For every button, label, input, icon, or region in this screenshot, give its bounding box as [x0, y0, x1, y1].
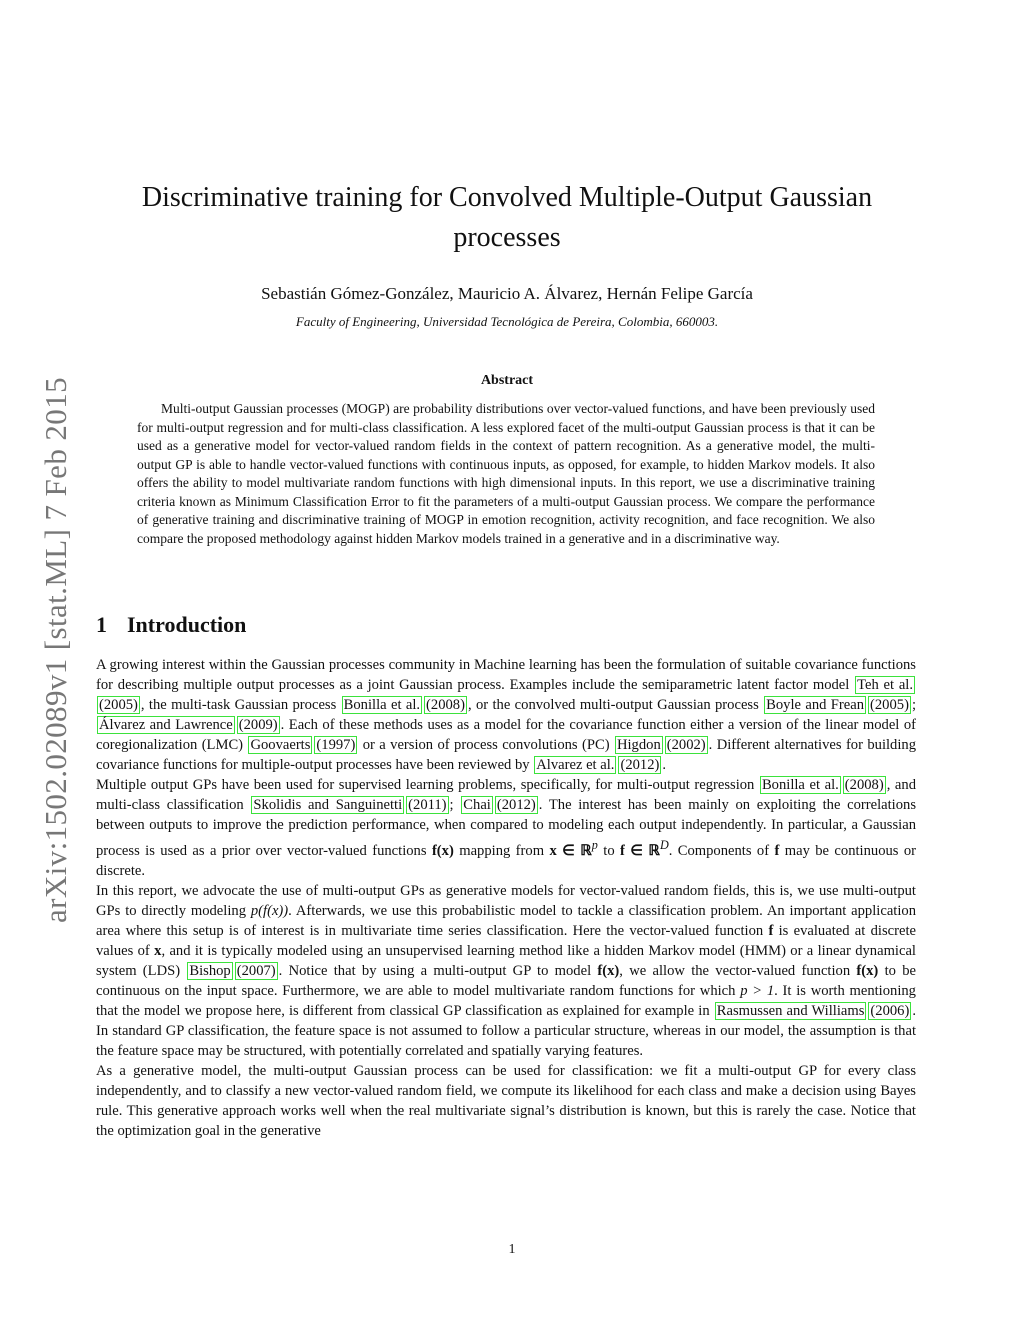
citation-year-link[interactable]: (2005)	[99, 697, 138, 713]
math-expression: f(x)	[431, 842, 454, 859]
citation-link[interactable]: Goovaerts	[250, 737, 311, 753]
math-expression: p > 1	[740, 982, 775, 999]
citation-link[interactable]: Teh et al.	[857, 677, 913, 693]
text-run: may be continuous or discrete.	[96, 842, 917, 879]
section-number: 1	[96, 612, 107, 637]
citation-year-link[interactable]: (2011)	[408, 797, 447, 813]
paragraph-2	[96, 775, 916, 881]
text-run: .	[662, 757, 667, 773]
citation-link[interactable]: Bonilla et al.	[343, 697, 421, 713]
citation-link[interactable]: Skolidis and Sanguinetti	[253, 797, 403, 813]
math-expression: p(f(x))	[250, 902, 289, 919]
math-expression: f	[774, 842, 780, 859]
paragraph-4: As a generative model, the multi-output Gaussian process can be used for classification: we fit a multi-output GP for every class independently, and to classify a new vector-valued random field, we compute its likelihood for each class and make a decision using Bayes rule. This generative approach works well when the real multivariate signal’s distribution is known, but this is rarely the case. Notice that the optimization goal in the generative	[96, 1062, 916, 1139]
section-title: Introduction	[127, 612, 247, 637]
citation-year-link[interactable]: (2008)	[844, 777, 884, 793]
abstract-heading: Abstract	[480, 373, 534, 388]
citation-year-link[interactable]: (2002)	[666, 737, 706, 753]
citation-year-link[interactable]: (2012)	[620, 757, 660, 773]
text-run: . Notice that by using a multi-output GP to model	[278, 962, 598, 979]
text-run: Multiple output GPs have been used for supervised learning problems, specifically, for multi-output regression	[96, 777, 759, 793]
paper-affiliation: Faculty of Engineering, Universidad Tecnológica de Pereira, Colombia, 660003.	[295, 314, 719, 329]
text-run: to	[597, 842, 621, 859]
text-run: . Each of these methods uses as a model for the covariance function either a version of the linear model of coregionalization (LMC)	[96, 717, 916, 753]
citation-year-link[interactable]: (2006)	[870, 1002, 910, 1019]
text-run: , or the convolved multi-output Gaussian process	[467, 697, 764, 713]
text-run: , and it is typically modeled using an unsupervised learning method like a hidden Markov model (HMM) or a linear dynamical system (LDS)	[96, 942, 916, 979]
paragraph-3	[96, 881, 916, 1061]
math-expression: f ∈ ℝ	[620, 842, 660, 859]
paper-title: Discriminative training for Convolved Multiple-Output Gaussian processes	[141, 182, 873, 253]
body-text	[96, 655, 916, 1141]
text-run: , the multi-task Gaussian process	[140, 697, 341, 713]
text-run: . Components of	[668, 842, 775, 859]
text-run: In this report, we advocate the use of multi-output GPs as generative models for vector-valued random fields, this is, we use multi-output GPs to directly modeling	[96, 882, 916, 919]
math-expression: f(x)	[597, 962, 620, 979]
citation-year-link[interactable]: (2009)	[238, 717, 278, 733]
math-expression: f(x)	[856, 962, 879, 979]
citation-link[interactable]: Chai	[463, 797, 491, 813]
text-run: mapping from	[453, 842, 550, 859]
math-superscript: p	[591, 838, 598, 852]
text-run: . It is worth mentioning that the model we propose here, is different from classical GP classification as explained for example in	[96, 982, 916, 1019]
section-heading	[96, 612, 246, 638]
text-run: to be continuous on the input space. Furthermore, we are able to model multivariate random functions for which	[96, 962, 916, 999]
math-expression: f	[768, 922, 774, 939]
arxiv-identifier: arXiv:1502.02089v1 [stat.ML] 7 Feb 2015	[38, 377, 73, 923]
text-run: . The interest has been mainly on exploiting the correlations between outputs to improve the prediction performance, when compared to modeling each output independently. In particular, a Gaussian process is used as a prior over vector-valued functions	[96, 797, 916, 859]
text-run: or a version of process convolutions (PC)	[358, 737, 614, 753]
citation-link[interactable]: Alvarez et al.	[536, 757, 615, 773]
citation-link[interactable]: Higdon	[616, 737, 661, 753]
citation-year-link[interactable]: (1997)	[316, 737, 356, 753]
text-run: ;	[449, 797, 461, 813]
citation-year-link[interactable]: (2012)	[496, 797, 536, 813]
text-run: . In standard GP classification, the feature space is not assumed to follow a particular structure, whereas in our model, the assumption is that the feature space may be structured, with potentially correlated and spatially varying features.	[96, 1002, 916, 1059]
text-run: , and multi-class classification	[96, 777, 916, 813]
citation-year-link[interactable]: (2007)	[236, 962, 276, 979]
text-run: . Different alternatives for building covariance functions for multiple-output processes have been reviewed by	[96, 737, 916, 773]
page-number: 1	[508, 1242, 516, 1257]
paragraph-1	[96, 655, 916, 775]
text-run: A growing interest within the Gaussian processes community in Machine learning has been the formulation of suitable covariance functions for describing multiple output processes as a joint Gaussian process. Examples include the semiparametric latent factor model	[96, 657, 916, 693]
math-expression: x ∈ ℝ	[549, 842, 592, 859]
paper-authors: Sebastián Gómez-González, Mauricio A. Álvarez, Hernán Felipe García	[261, 284, 753, 303]
citation-year-link[interactable]: (2008)	[426, 697, 465, 713]
text-run: . Afterwards, we use this probabilistic model to tackle a classification problem. An important application area where this setup is of interest is in multivariate time series classification. Here the vector-valued function	[96, 902, 916, 939]
citation-link[interactable]: Bonilla et al.	[761, 777, 839, 793]
math-expression: x	[154, 942, 162, 959]
citation-link[interactable]: Bishop	[189, 962, 231, 979]
text-run: is evaluated at discrete values of	[96, 922, 916, 959]
citation-link[interactable]: Boyle and Frean	[766, 697, 865, 713]
math-superscript: D	[659, 838, 669, 852]
abstract-text: Multi-output Gaussian processes (MOGP) are probability distributions over vector-valued functions, and have been previously used for multi-output regression and for multi-class classification. A less explored facet of the multi-output Gaussian process is that it can be used as a generative model for vector-valued random fields in the context of pattern recognition. As a generative model, the multi-output GP is able to handle vector-valued functions with continuous inputs, as opposed, for example, to hidden Markov models. It also offers the ability to model multivariate random functions with high dimensional inputs. In this report, we use a discriminative training criteria known as Minimum Classification Error to fit the parameters of a multi-output Gaussian process. We compare the performance of generative training and discriminative training of MOGP in emotion recognition, activity recognition, and face recognition. We also compare the proposed methodology against hidden Markov models trained in a generative and in a discriminative way.	[137, 401, 875, 546]
citation-link[interactable]: Álvarez and Lawrence	[99, 717, 233, 733]
citation-year-link[interactable]: (2005)	[870, 697, 909, 713]
text-run: , we allow the vector-valued function	[619, 962, 857, 979]
text-run: ;	[911, 697, 916, 713]
citation-link[interactable]: Rasmussen and Williams	[716, 1002, 865, 1019]
